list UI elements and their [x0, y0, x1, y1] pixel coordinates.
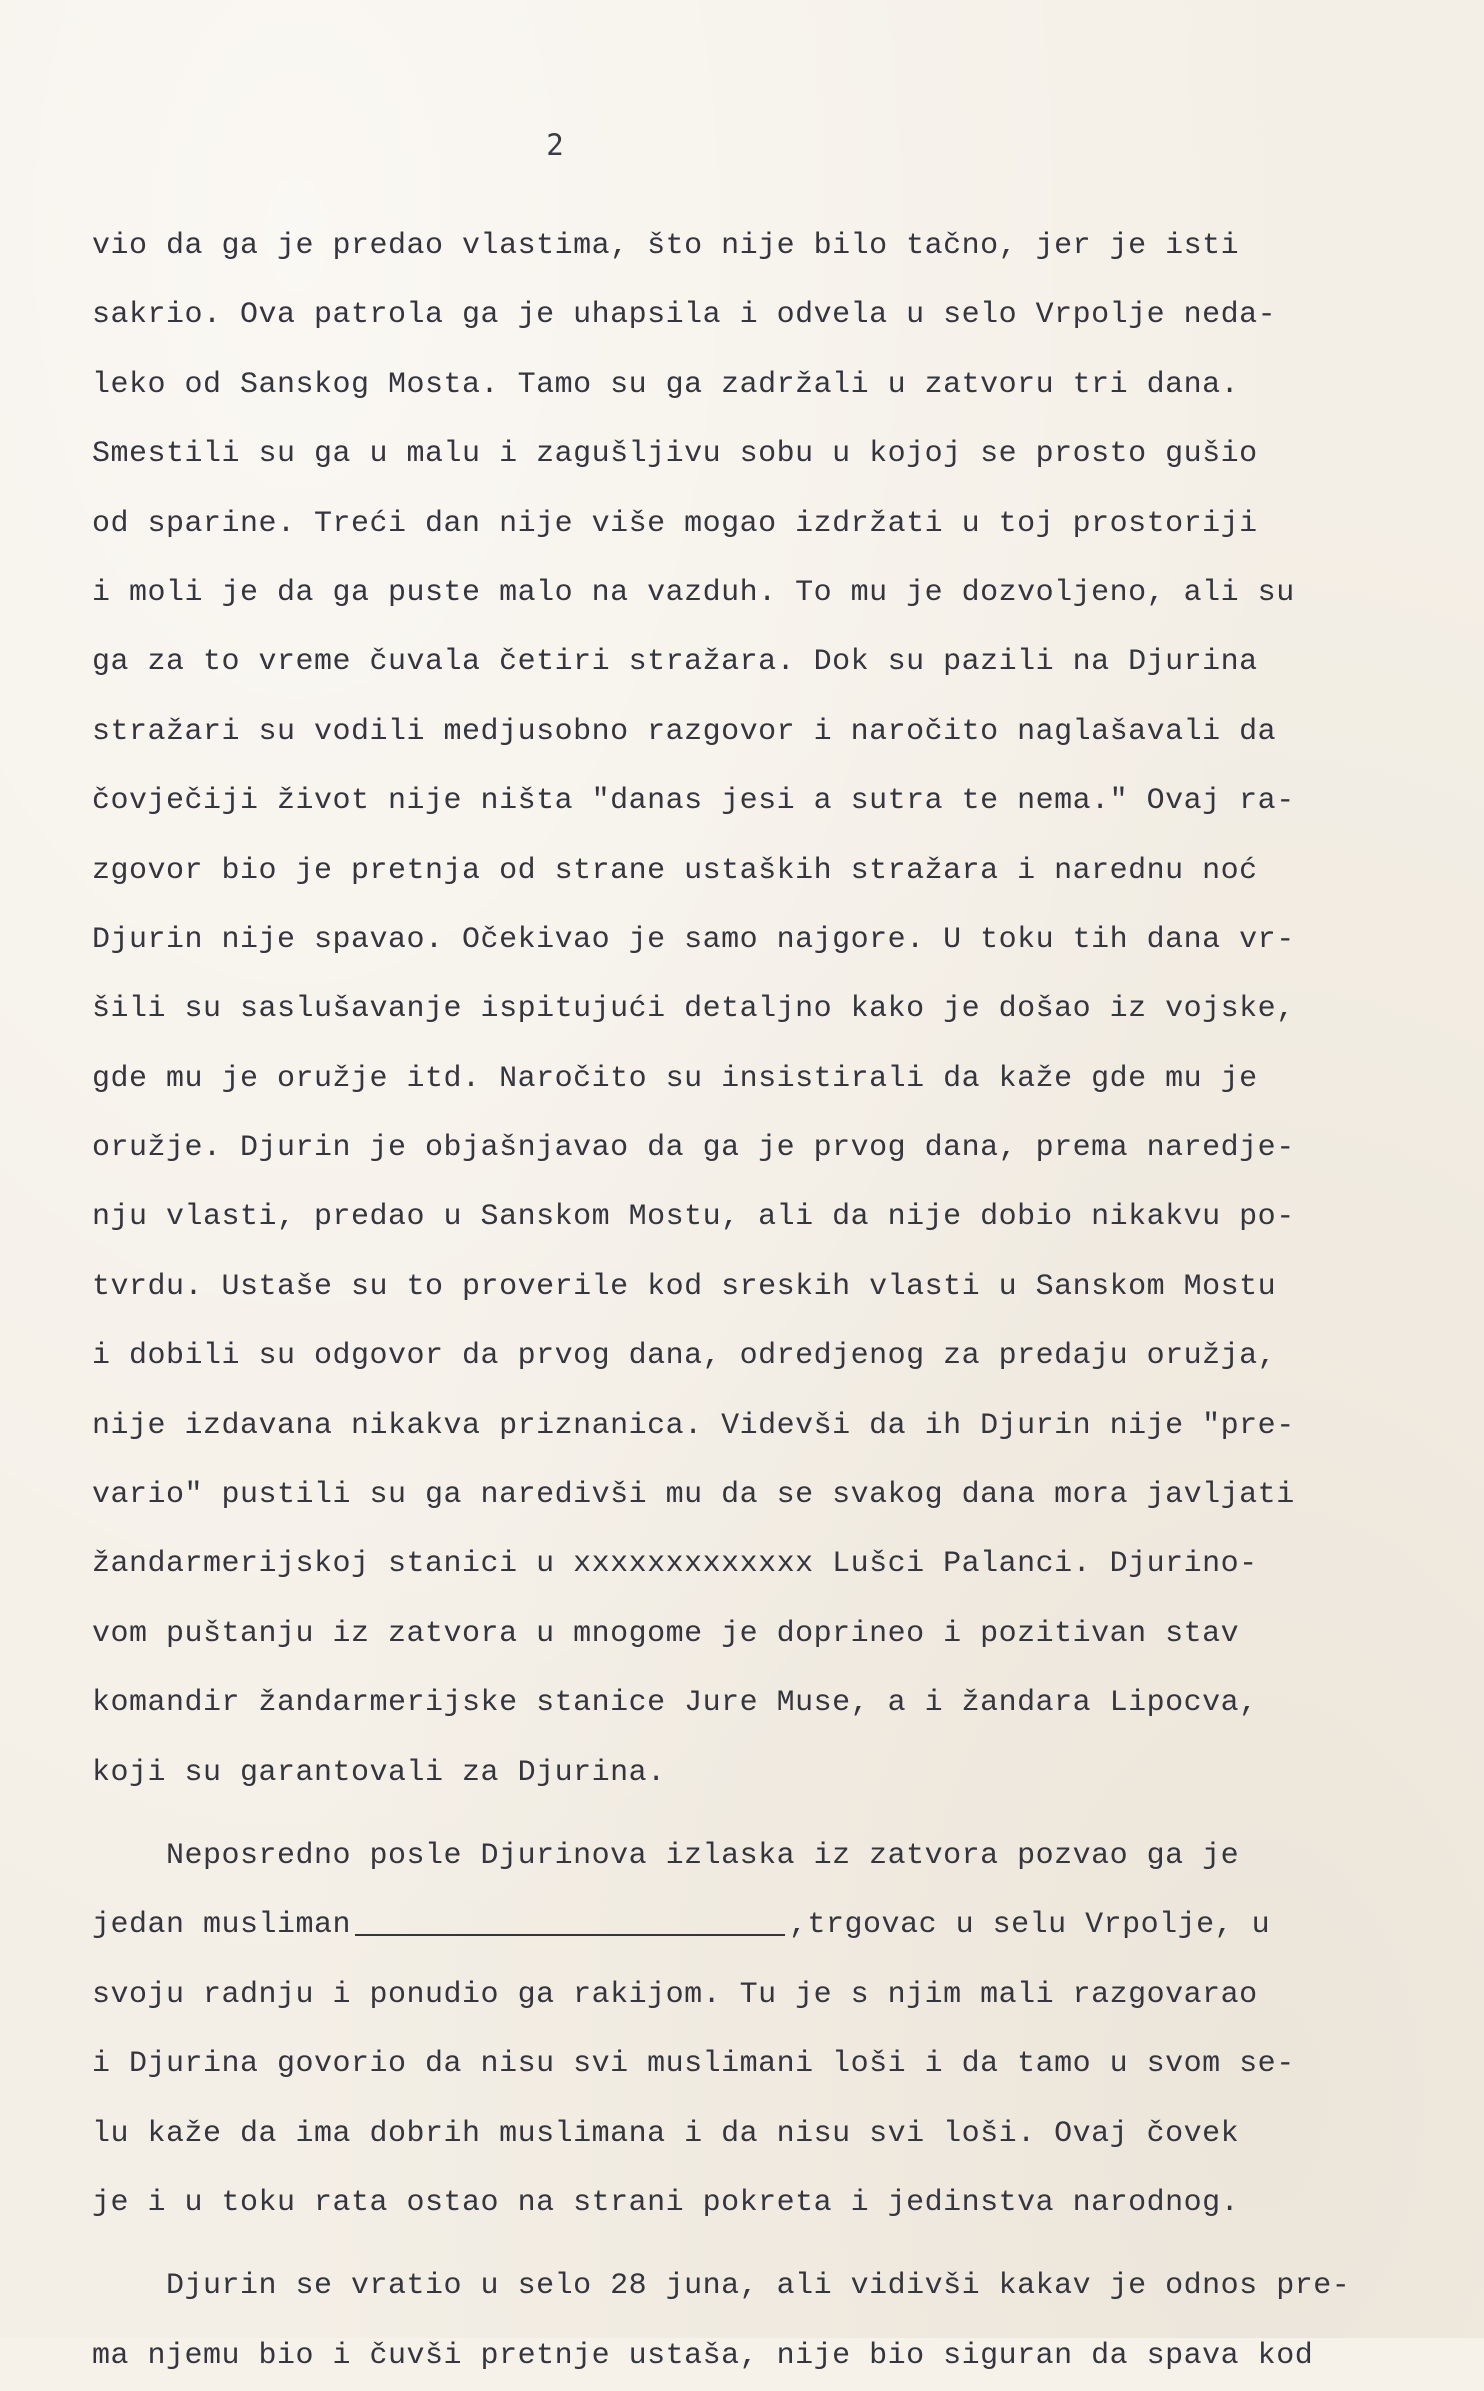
text-line: oružje. Djurin je objašnjavao da ga je prvog dana, prema naredje- — [92, 1131, 1295, 1166]
paragraph-gap — [92, 1808, 1432, 1822]
text-line: nije izdavana nikakva priznanica. Videvši da ih Djurin nije "pre- — [92, 1408, 1295, 1443]
text-line-with-blank — [92, 1891, 1432, 1960]
text-line: žandarmerijskoj stanici u xxxxxxxxxxxxx Lušci Palanci. Djurino- — [92, 1547, 1258, 1582]
text-line: je i u toku rata ostao na strani pokreta i jedinstva narodnog. — [92, 2185, 1240, 2220]
text-line: vario" pustili su ga naredivši mu da se svakog dana mora javljati — [92, 1478, 1295, 1513]
text-line: tvrdu. Ustaše su to proverile kod sreskih vlasti u Sanskom Mostu — [92, 1269, 1277, 1304]
text-line: vio da ga je predao vlastima, što nije bilo tačno, jer je isti — [92, 229, 1240, 263]
text-line: stražari su vodili medjusobno razgovor i naročito naglašavali da — [92, 714, 1277, 749]
text-line: Djurin nije spavao. Očekivao je samo najgore. U toku tih dana vr- — [92, 922, 1295, 957]
text-line: čovječiji život nije ništa "danas jesi a sutra te nema." Ovaj ra- — [92, 784, 1295, 819]
text-fragment: ,trgovac u selu Vrpolje, u — [789, 1908, 1271, 1943]
text-line: leko od Sanskog Mosta. Tamo su ga zadržali u zatvoru tri dana. — [92, 367, 1240, 402]
text-line: lu kaže da ima dobrih muslimana i da nisu svi loši. Ovaj čovek — [92, 2116, 1240, 2151]
text-line: i dobili su odgovor da prvog dana, odredjenog za predaju oružja, — [92, 1339, 1277, 1374]
text-line: vom puštanju iz zatvora u mnogome je doprineo i pozitivan stav — [92, 1616, 1240, 1651]
text-line: Smestili su ga u malu i zagušljivu sobu u kojoj se prosto gušio — [92, 437, 1258, 472]
text-line: ga za to vreme čuvala četiri stražara. Dok su pazili na Djurina — [92, 645, 1258, 680]
text-line: zgovor bio je pretnja od strane ustaških stražara i narednu noć — [92, 853, 1258, 888]
text-line: od sparine. Treći dan nije više mogao izdržati u toj prostoriji — [92, 506, 1258, 541]
text-fragment: jedan musliman — [92, 1908, 352, 1943]
fill-in-blank — [355, 1932, 785, 1936]
text-line: Djurin se vratio u selo 28 juna, ali vidivši kakav je odnos pre- — [92, 2269, 1351, 2304]
text-line: Neposredno posle Djurinova izlaska iz zatvora pozvao ga je — [92, 1838, 1240, 1873]
page-number: 2 — [546, 128, 564, 162]
text-line: svoju radnju i ponudio ga rakijom. Tu je s njim mali razgovarao — [92, 1977, 1258, 2012]
text-line: komandir žandarmerijske stanice Jure Muse, a i žandara Lipocva, — [92, 1686, 1258, 1721]
text-line: koji su garantovali za Djurina. — [92, 1755, 666, 1790]
text-line: gde mu je oružje itd. Naročito su insistirali da kaže gde mu je — [92, 1061, 1258, 1096]
body-text — [92, 212, 1432, 2391]
paragraph-gap — [92, 2238, 1432, 2252]
text-line: nju vlasti, predao u Sanskom Mostu, ali da nije dobio nikakvu po- — [92, 1200, 1295, 1235]
text-line: sakrio. Ova patrola ga je uhapsila i odvela u selo Vrpolje neda- — [92, 298, 1277, 333]
text-line: i moli je da ga puste malo na vazduh. To mu je dozvoljeno, ali su — [92, 575, 1295, 610]
text-line: ma njemu bio i čuvši pretnje ustaša, nije bio siguran da spava kod — [92, 2338, 1314, 2373]
text-line: i Djurina govorio da nisu svi muslimani loši i da tamo u svom se- — [92, 2047, 1295, 2082]
text-line: šili su saslušavanje ispitujući detaljno kako je došao iz vojske, — [92, 992, 1295, 1027]
